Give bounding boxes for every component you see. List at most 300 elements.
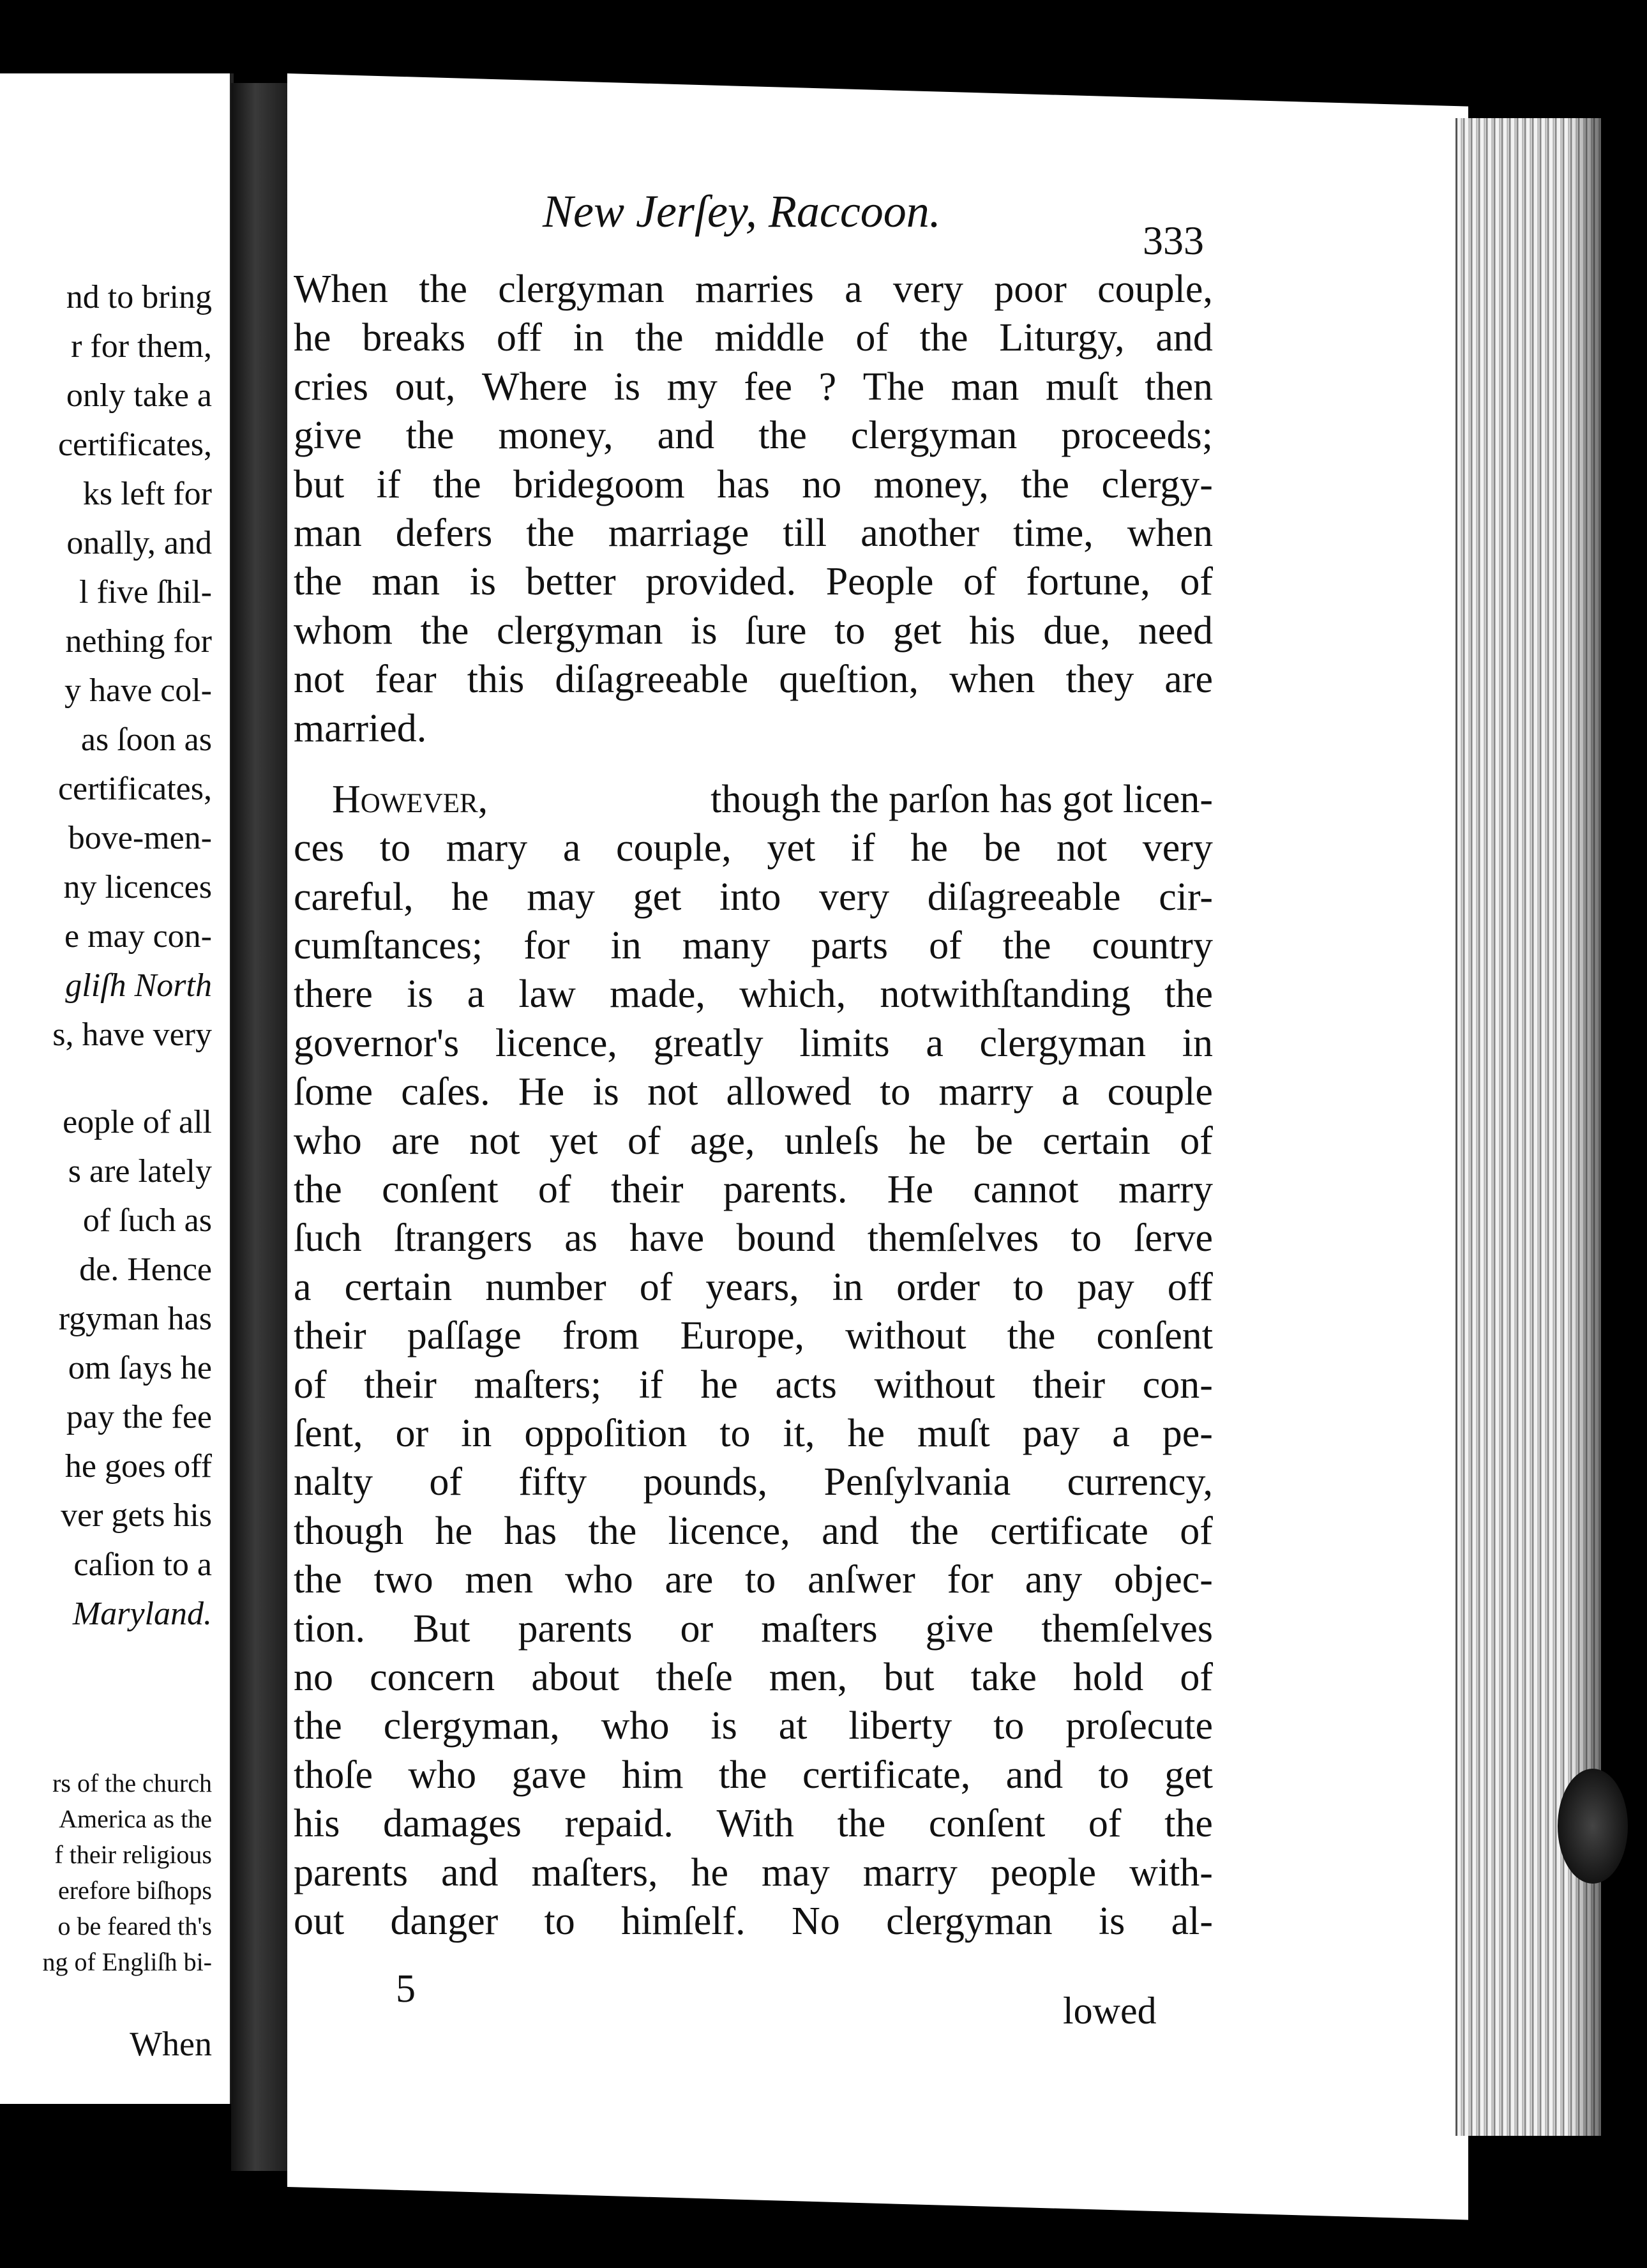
word: order — [896, 1265, 980, 1309]
text-line — [294, 1897, 1213, 1946]
word: to — [719, 1411, 751, 1455]
word: conſent — [928, 1802, 1046, 1846]
left-line: rgyman has — [58, 1301, 212, 1337]
word: a — [294, 1265, 312, 1309]
word: or — [395, 1411, 429, 1455]
word: till — [783, 511, 827, 555]
left-line: ks left for — [82, 476, 212, 512]
word: Liturgy, — [999, 316, 1125, 360]
word: many — [682, 924, 771, 968]
word: is — [691, 609, 718, 653]
word: allowed — [726, 1070, 852, 1114]
word: in — [832, 1265, 864, 1309]
word: he — [294, 316, 331, 360]
text-line — [294, 1702, 1213, 1750]
word: couple, — [1097, 268, 1213, 311]
word: theſe — [656, 1655, 733, 1699]
word: clergyman — [498, 268, 665, 311]
word: the — [919, 316, 968, 360]
word: and — [822, 1509, 879, 1553]
running-head: New Jerſey, Raccoon. — [543, 186, 941, 237]
text-line — [294, 1263, 1213, 1312]
word: the — [588, 1509, 637, 1553]
word: or — [680, 1606, 714, 1651]
word: without — [845, 1314, 966, 1358]
word: maſters, — [531, 1850, 658, 1894]
word: licence, — [668, 1509, 790, 1553]
word: be — [983, 826, 1021, 870]
left-page — [0, 73, 234, 2104]
word: clergyman — [979, 1021, 1147, 1065]
word: law — [518, 972, 576, 1017]
word: who — [294, 1119, 362, 1163]
text-line — [294, 655, 1213, 704]
word: but — [294, 462, 345, 506]
word: fee — [744, 365, 793, 409]
word: mary — [446, 826, 528, 870]
page-number: 333 — [1143, 218, 1204, 263]
book-gutter — [231, 83, 292, 2171]
word: clergyman, — [383, 1704, 560, 1748]
word: their — [610, 1168, 684, 1212]
word: clergyman — [886, 1899, 1053, 1943]
word: not — [469, 1119, 520, 1163]
word: currency, — [1067, 1460, 1213, 1504]
text-line — [294, 1117, 1213, 1165]
word: certificate, — [802, 1753, 971, 1797]
word: With — [716, 1802, 794, 1846]
word: liberty — [848, 1704, 952, 1748]
word: marriage — [608, 511, 749, 555]
word: very — [818, 875, 890, 919]
word: has — [504, 1509, 557, 1553]
word: need — [1138, 609, 1213, 653]
word: the — [419, 268, 468, 311]
word: made, — [610, 972, 705, 1017]
text-line — [294, 1068, 1213, 1116]
word: may — [527, 875, 596, 919]
left-page-text — [0, 273, 212, 1638]
word: they — [1065, 658, 1134, 702]
word: of — [929, 924, 962, 968]
word: yet — [549, 1119, 598, 1163]
word: the — [1021, 462, 1070, 506]
word: But — [412, 1606, 470, 1651]
word: the — [718, 1753, 767, 1797]
word: give — [294, 414, 362, 458]
word: cries — [294, 365, 369, 409]
word: proceeds; — [1061, 414, 1213, 458]
word: take — [970, 1655, 1037, 1699]
text-line — [294, 411, 1213, 460]
word: acts — [775, 1363, 837, 1407]
word: The — [862, 365, 925, 409]
word: the — [635, 316, 684, 360]
text-line — [294, 970, 1213, 1018]
left-line: nd to bring — [66, 279, 212, 315]
word: their — [1032, 1363, 1106, 1407]
word: parents. — [723, 1168, 848, 1212]
text-line — [294, 557, 1213, 606]
word: hold — [1072, 1655, 1144, 1699]
word: he — [910, 826, 948, 870]
paragraph-gap — [294, 753, 1213, 775]
word: from — [562, 1314, 640, 1358]
word: out, — [395, 365, 456, 409]
word: is — [1098, 1899, 1125, 1943]
word: when — [1127, 511, 1213, 555]
left-line: s, have very — [52, 1017, 212, 1053]
word: are — [1164, 658, 1213, 702]
word: poor — [994, 268, 1067, 311]
word: to — [834, 609, 866, 653]
word: danger — [390, 1899, 499, 1943]
word: number — [485, 1265, 606, 1309]
word: when — [949, 658, 1035, 702]
footnote-line: f their religious — [54, 1840, 212, 1869]
word: a — [1112, 1411, 1130, 1455]
word: is — [407, 972, 433, 1017]
text-line — [294, 265, 1213, 314]
word: another — [861, 511, 980, 555]
word: bound — [736, 1216, 836, 1260]
word: careful, — [294, 875, 414, 919]
word: as — [564, 1216, 598, 1260]
word: get — [892, 609, 942, 653]
word: very — [1142, 826, 1213, 870]
word: When — [294, 268, 389, 311]
word: no — [802, 462, 842, 506]
word: are — [391, 1119, 440, 1163]
word: cumſtances; — [294, 924, 483, 968]
word: the — [294, 1558, 342, 1602]
word: yet — [767, 826, 816, 870]
text-line — [294, 1409, 1213, 1458]
word: of — [1180, 1119, 1213, 1163]
text-line — [294, 1361, 1213, 1409]
text-line — [294, 363, 1213, 411]
left-line: ver gets his — [61, 1497, 212, 1534]
word: marries — [695, 268, 814, 311]
word: of — [1180, 1655, 1213, 1699]
word: are — [665, 1558, 714, 1602]
left-line: y have col- — [64, 672, 212, 709]
word: ſuch — [294, 1216, 362, 1260]
left-line: l five ſhil- — [79, 574, 212, 610]
word: conſent — [382, 1168, 499, 1212]
word: whom — [294, 609, 393, 653]
left-line: Maryland. — [72, 1596, 212, 1632]
scan-smudge — [1558, 1769, 1628, 1884]
word: licence, — [495, 1021, 617, 1065]
left-line: e may con- — [64, 918, 212, 955]
word: ſent, — [294, 1411, 363, 1455]
word: notwithſtanding — [880, 972, 1131, 1017]
word: is — [711, 1704, 737, 1748]
word: muſt — [917, 1411, 990, 1455]
word: the — [405, 414, 455, 458]
word: due, — [1043, 609, 1111, 653]
text-line: married. — [294, 706, 427, 750]
word: objec- — [1114, 1558, 1213, 1602]
word: a — [1061, 1070, 1079, 1114]
word: marry — [862, 1850, 958, 1894]
word: of — [1088, 1802, 1122, 1846]
word: a — [467, 972, 485, 1017]
word: but — [884, 1655, 935, 1699]
word: concern — [370, 1655, 495, 1699]
word: cannot — [973, 1168, 1079, 1212]
word: not — [647, 1070, 698, 1114]
word: this — [467, 658, 525, 702]
word: of — [855, 316, 889, 360]
word: into — [719, 875, 781, 919]
text-line — [294, 1799, 1213, 1848]
word: the — [1164, 1802, 1213, 1846]
word: is — [469, 560, 496, 604]
footnote-line: o be feared th's — [57, 1912, 212, 1940]
word: thoſe — [294, 1753, 373, 1797]
text-line — [294, 1214, 1213, 1262]
word: two — [373, 1558, 433, 1602]
word: the — [294, 1168, 342, 1212]
word: a — [562, 826, 581, 870]
left-line: r for them, — [71, 328, 212, 365]
word: fortune, — [1026, 560, 1150, 604]
word: of — [429, 1460, 463, 1504]
word: People — [825, 560, 934, 604]
word: pe- — [1162, 1411, 1213, 1455]
word: ſome — [294, 1070, 373, 1114]
word: to — [745, 1558, 776, 1602]
word: and — [1005, 1753, 1064, 1797]
word: get — [1164, 1753, 1213, 1797]
word: for — [523, 924, 570, 968]
word: bridegoom — [513, 462, 685, 506]
word: man — [294, 511, 362, 555]
text-line — [294, 921, 1213, 970]
word: governor's — [294, 1021, 460, 1065]
word: with- — [1129, 1850, 1213, 1894]
word: He — [518, 1070, 565, 1114]
word: Penſylvania — [824, 1460, 1011, 1504]
paragraph-lead-word: However, — [332, 777, 488, 821]
word: in — [573, 316, 605, 360]
word: to — [1098, 1753, 1129, 1797]
text-line — [294, 509, 1213, 557]
word: any — [1025, 1558, 1083, 1602]
word: of — [294, 1363, 327, 1407]
word: it, — [783, 1411, 815, 1455]
word: years, — [705, 1265, 799, 1309]
word: there — [294, 972, 373, 1017]
left-line: onally, and — [66, 525, 212, 561]
word: get — [633, 875, 682, 919]
left-line: pay the fee — [66, 1399, 212, 1435]
left-line: ny licences — [63, 869, 212, 905]
word: the — [837, 1802, 886, 1846]
word: he — [908, 1119, 946, 1163]
word: the — [294, 1704, 342, 1748]
text-line — [294, 460, 1213, 509]
word: man — [372, 560, 440, 604]
word: in — [610, 924, 642, 968]
word: tion. — [294, 1606, 365, 1651]
word: he — [451, 875, 489, 919]
left-line: nething for — [65, 623, 212, 660]
body-text — [294, 265, 1213, 1946]
word: money, — [498, 414, 613, 458]
word: to — [544, 1899, 575, 1943]
word: and — [1155, 316, 1213, 360]
word: very — [892, 268, 964, 311]
word: muſt — [1046, 365, 1118, 409]
word: off — [1167, 1265, 1213, 1309]
text-line — [294, 1848, 1213, 1897]
text-line — [294, 1555, 1213, 1604]
word: queſtion, — [779, 658, 919, 702]
word: his — [294, 1802, 340, 1846]
text-line: though the parſon has got licen- — [711, 777, 1213, 821]
word: diſagreeable — [927, 875, 1121, 919]
left-line: only take a — [66, 377, 212, 414]
word: couple — [1107, 1070, 1213, 1114]
text-line — [294, 1458, 1213, 1506]
left-paragraph-gap — [0, 1059, 212, 1098]
word: marry — [1118, 1168, 1213, 1212]
word: of — [627, 1119, 661, 1163]
word: and — [441, 1850, 499, 1894]
left-line: of ſuch as — [82, 1202, 212, 1239]
word: greatly — [653, 1021, 763, 1065]
text-line — [294, 824, 1213, 872]
word: nalty — [294, 1460, 373, 1504]
text-line — [294, 1507, 1213, 1555]
word: the — [1007, 1314, 1056, 1358]
word: couple, — [616, 826, 732, 870]
word: in — [1182, 1021, 1213, 1065]
word: damages — [382, 1802, 522, 1846]
word: of — [1180, 560, 1213, 604]
word: caſes. — [401, 1070, 490, 1114]
word: paſſage — [407, 1314, 522, 1358]
footnote-line: ng of Engliſh bi- — [42, 1947, 212, 1976]
word: the — [910, 1509, 959, 1553]
word: breaks — [362, 316, 466, 360]
word: themſelves — [1041, 1606, 1213, 1651]
catchword: lowed — [1063, 1990, 1157, 2032]
word: be — [975, 1119, 1013, 1163]
word: Where — [481, 365, 588, 409]
word: the — [758, 414, 807, 458]
left-footnotes — [42, 1765, 212, 1980]
left-line: certificates, — [57, 771, 212, 807]
word: if — [638, 1363, 663, 1407]
word: age, — [689, 1119, 755, 1163]
word: of — [538, 1168, 571, 1212]
footnote-line: America as the — [59, 1804, 212, 1833]
word: cir- — [1159, 875, 1213, 919]
word: who — [601, 1704, 670, 1748]
word: not — [294, 658, 345, 702]
word: ces — [294, 826, 345, 870]
word: have — [629, 1216, 705, 1260]
word: off — [496, 316, 543, 360]
text-line — [294, 1605, 1213, 1653]
word: him — [621, 1753, 684, 1797]
word: to — [1012, 1265, 1044, 1309]
word: al- — [1171, 1899, 1213, 1943]
word: parents — [294, 1850, 409, 1894]
word: if — [376, 462, 401, 506]
word: who — [564, 1558, 633, 1602]
word: pay — [1077, 1265, 1134, 1309]
word: in — [461, 1411, 492, 1455]
word: a — [926, 1021, 944, 1065]
word: may — [762, 1850, 830, 1894]
word: the — [294, 560, 342, 604]
word: gave — [511, 1753, 587, 1797]
left-line: certificates, — [57, 427, 212, 463]
word: maſters — [761, 1606, 878, 1651]
word: which, — [739, 972, 846, 1017]
word: then — [1145, 365, 1213, 409]
word: parents — [518, 1606, 633, 1651]
word: man — [951, 365, 1019, 409]
word: has — [717, 462, 770, 506]
word: certificate — [990, 1509, 1148, 1553]
text-line — [294, 1019, 1213, 1068]
word: provided. — [645, 560, 797, 604]
word: of — [1180, 1509, 1213, 1553]
word: diſagreeable — [555, 658, 749, 702]
word: He — [887, 1168, 934, 1212]
paragraph-opening-line — [294, 775, 1213, 824]
word: a — [845, 268, 862, 311]
word: the — [432, 462, 481, 506]
word: No — [791, 1899, 840, 1943]
word: parts — [811, 924, 889, 968]
word: the — [1002, 924, 1051, 968]
word: if — [850, 826, 875, 870]
word: ſure — [745, 609, 807, 653]
footnote-line: erefore biſhops — [57, 1876, 212, 1905]
word: to — [379, 826, 411, 870]
word: fifty — [518, 1460, 587, 1504]
word: unleſs — [784, 1119, 880, 1163]
left-catchword: When — [130, 2025, 212, 2063]
word: time, — [1013, 511, 1094, 555]
word: clergyman — [850, 414, 1018, 458]
left-line: he goes off — [64, 1448, 212, 1485]
word: men, — [769, 1655, 848, 1699]
word: certain — [1042, 1119, 1150, 1163]
word: clergyman — [496, 609, 663, 653]
left-line: om ſays he — [68, 1350, 212, 1386]
text-line — [294, 1165, 1213, 1214]
word: of — [963, 560, 996, 604]
word: about — [531, 1655, 620, 1699]
word: at — [778, 1704, 808, 1748]
left-line: caſion to a — [73, 1546, 212, 1583]
word: for — [947, 1558, 993, 1602]
word: con- — [1142, 1363, 1213, 1407]
word: the — [526, 511, 575, 555]
text-line — [294, 1653, 1213, 1702]
word: is — [592, 1070, 619, 1114]
word: no — [294, 1655, 333, 1699]
word: proſecute — [1065, 1704, 1213, 1748]
